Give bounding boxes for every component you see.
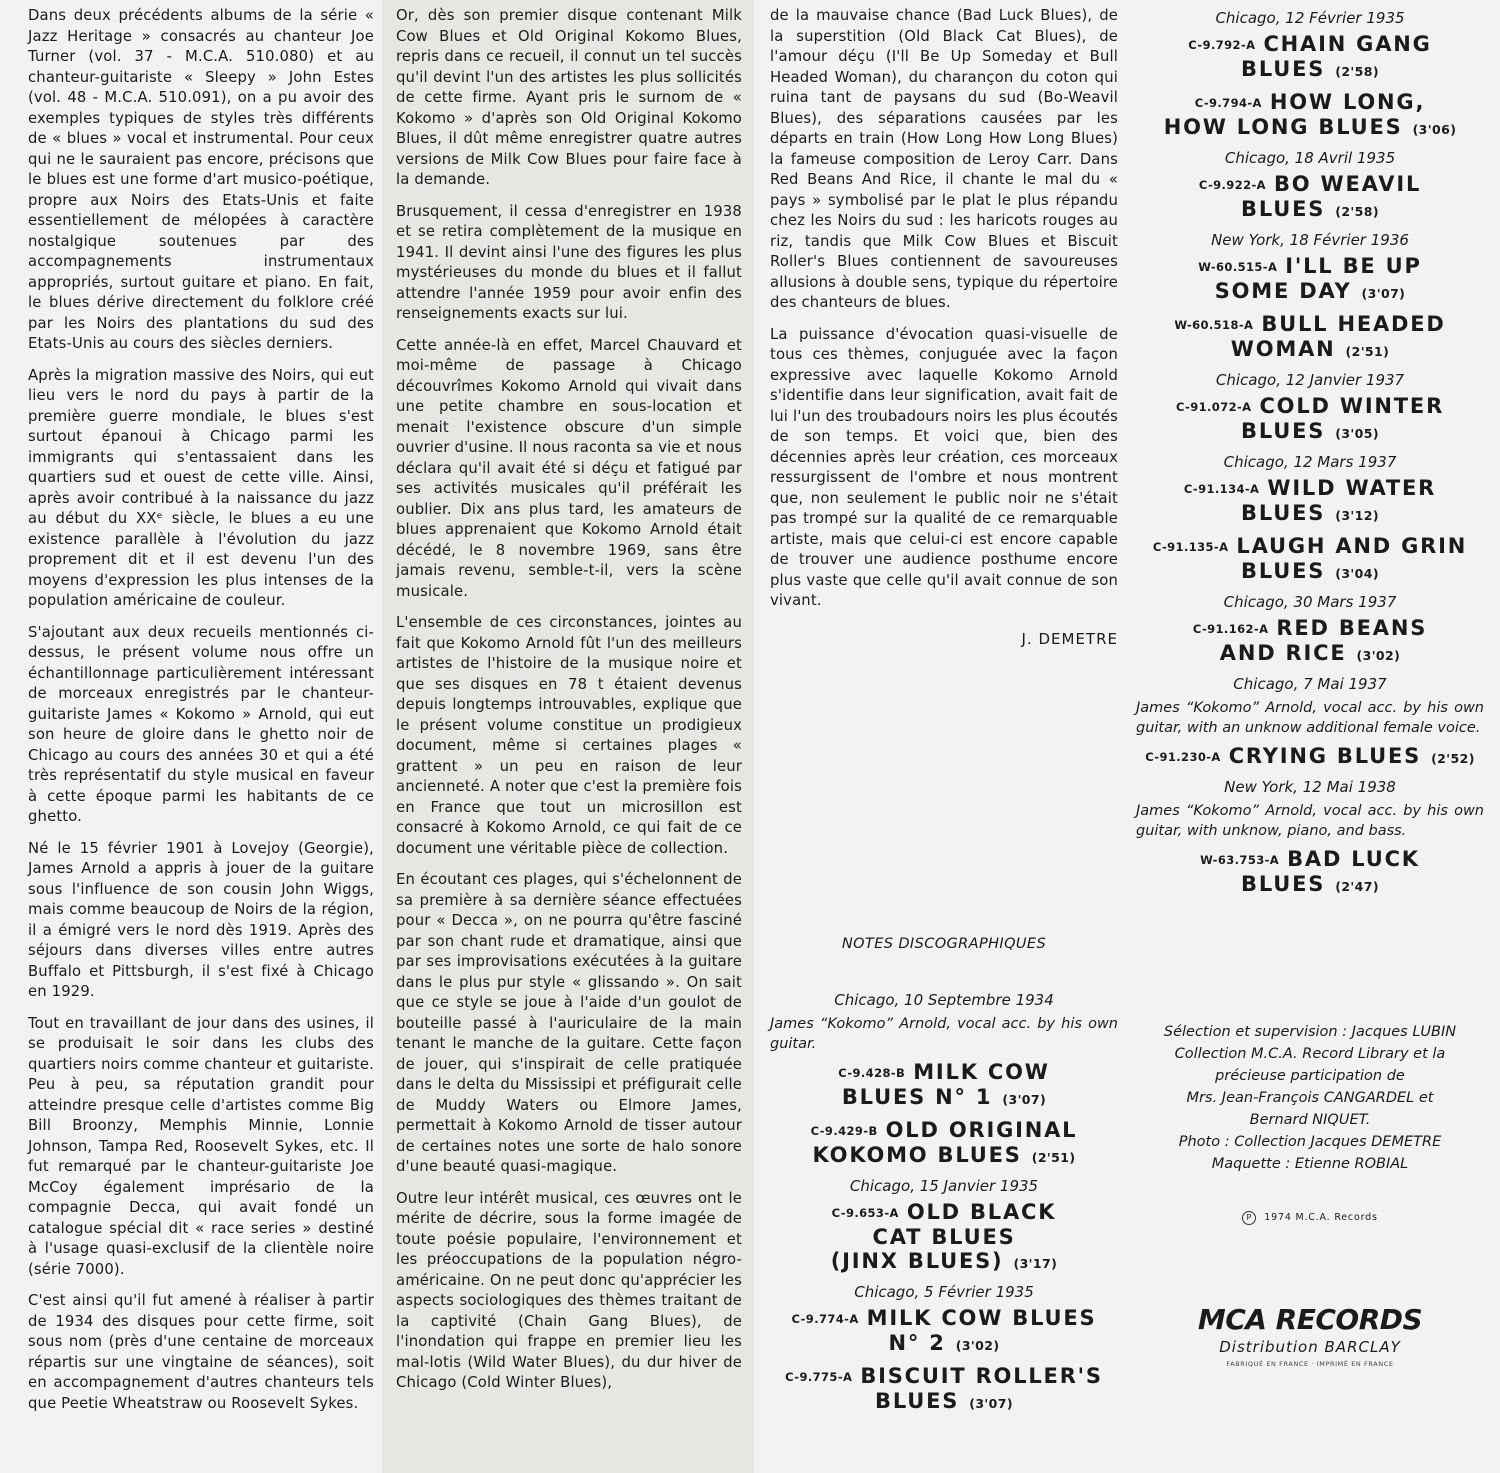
credit-line: précieuse participation de bbox=[1215, 1068, 1405, 1084]
track bbox=[770, 1364, 1118, 1416]
track-title: BISCUIT ROLLER'S bbox=[860, 1363, 1103, 1388]
credit-line: Collection M.C.A. Record Library et la bbox=[1174, 1046, 1446, 1062]
production-credits bbox=[1136, 1021, 1484, 1175]
track bbox=[1136, 744, 1484, 771]
track-title: SOME DAY bbox=[1214, 279, 1352, 303]
credit-line: Mrs. Jean-François CANGARDEL et bbox=[1186, 1090, 1434, 1106]
track-title: OLD BLACK bbox=[906, 1199, 1057, 1224]
track-title: AND RICE bbox=[1219, 641, 1347, 665]
liner-notes-column-3 bbox=[770, 6, 1118, 1422]
matrix-number: C-9.774-A bbox=[791, 1311, 859, 1326]
track-title: BULL HEADED bbox=[1261, 312, 1446, 336]
track-duration: (3'07) bbox=[1361, 286, 1406, 301]
copyright-notice bbox=[1136, 1211, 1484, 1225]
track-title: BLUES N° 1 bbox=[841, 1084, 993, 1109]
track-title: CHAIN GANG bbox=[1263, 32, 1432, 56]
session bbox=[1136, 674, 1484, 771]
track bbox=[1136, 254, 1484, 306]
track-duration: (3'02) bbox=[1356, 648, 1401, 663]
track-duration: (3'06) bbox=[1412, 122, 1457, 137]
track bbox=[1136, 847, 1484, 899]
track-title: CAT BLUES bbox=[872, 1224, 1016, 1249]
track-title: BLUES bbox=[1241, 872, 1326, 896]
liner-notes-column-1 bbox=[28, 6, 374, 1425]
track-title: BAD LUCK bbox=[1287, 847, 1420, 871]
fine-print: FABRIQUÉ EN FRANCE · IMPRIMÉ EN FRANCE bbox=[1226, 1360, 1394, 1368]
track bbox=[1136, 534, 1484, 586]
track bbox=[770, 1060, 1118, 1112]
track bbox=[770, 1118, 1118, 1170]
paragraph: Outre leur intérêt musical, ces œuvres ont le mérite de décrire, sous la forme imagée de toute poésie populaire, l'environnement et les préoccupations de la population négro-américaine. On ne peut donc qu'apprécier les aspects sociologiques des thèmes traitant de la captivité (Chain Gang Blues), de l'inondation qui frappe en premier lieu les mal-lotis (Wild Water Blues), du dur hiver de Chicago (Cold Winter Blues), bbox=[396, 1189, 742, 1391]
session bbox=[1136, 370, 1484, 446]
liner-notes-column-2 bbox=[396, 6, 742, 1405]
phonogram-icon: P bbox=[1242, 1211, 1256, 1225]
session bbox=[770, 1282, 1118, 1416]
copyright-text: 1974 M.C.A. Records bbox=[1264, 1212, 1378, 1223]
paragraph: En écoutant ces plages, qui s'échelonnent de sa première à sa dernière séance effectuées pour « Decca », on ne pourra qu'être fasciné par son chant rude et dramatique, ainsi que par ses improvisations exécutées à la guitare dans le plus pur style « glissando ». On sait que ce style se joue à l'aide d'un goulot de bouteille passé à l'auriculaire de la main tenant le manche de la guitare. Cette façon de jouer, qui s'inspirait de celle pratiquée dans le delta du Mississipi et préfigurait celle de Muddy Waters ou Elmore James, permettait à Kokomo Arnold de tisser autour de certaines notes une sorte de halo sonore d'une beauté quasi-magique. bbox=[396, 871, 742, 1175]
track-title: BLUES bbox=[1241, 559, 1326, 583]
session bbox=[1136, 777, 1484, 899]
paragraph: Tout en travaillant de jour dans des usines, il se produisait le soir dans les clubs des quartiers noirs comme chanteur et guitariste. Peu à peu, sa réputation grandit pour atteindre presque celle d'artistes comme Big Bill Broonzy, Memphis Minnie, Lonnie Johnson, Tampa Red, Roosevelt Sykes, etc. Il fut remarqué par le chanteur-guitariste Joe McCoy également imprésario de la compagnie Decca, qui avait fondé un catalogue spécial dit « race series » destiné à l'usage quasi-exclusif de la clientèle noire (série 7000). bbox=[28, 1014, 374, 1278]
track-duration: (3'17) bbox=[1013, 1255, 1058, 1271]
matrix-number: W-60.515-A bbox=[1198, 260, 1278, 274]
session-date: Chicago, 12 Janvier 1937 bbox=[1215, 371, 1405, 389]
discography-column bbox=[1136, 6, 1484, 1368]
track bbox=[1136, 476, 1484, 528]
author-signature: J. DEMETRE bbox=[1021, 629, 1118, 648]
track-title: MILK COW BLUES bbox=[866, 1305, 1097, 1330]
track-duration: (2'47) bbox=[1335, 879, 1379, 894]
session-date: Chicago, 5 Février 1935 bbox=[854, 1282, 1034, 1301]
paragraph: La puissance d'évocation quasi-visuelle de tous ces thèmes, conjuguée avec la façon expressive avec laquelle Kokomo Arnold s'identifie dans leur signification, avait fait de lui l'un des troubadours noirs les plus écoutés de son temps. Et voici que, bien des décennies après leur création, ces morceaux ressurgissent de l'ombre et nous montrent que, non seulement le public noir ne s'était pas trompé sur la qualité de ce remarquable artiste, mais que celui-ci est encore capable de trouver une audience posthume encore plus vaste que celle qu'il avait connue de son vivant. bbox=[770, 325, 1118, 609]
session bbox=[1136, 452, 1484, 586]
track bbox=[1136, 394, 1484, 446]
track-title: HOW LONG, bbox=[1269, 90, 1426, 114]
session-date: Chicago, 12 Mars 1937 bbox=[1223, 453, 1397, 471]
matrix-number: C-9.922-A bbox=[1198, 178, 1266, 192]
track bbox=[1136, 172, 1484, 224]
paragraph: Dans deux précédents albums de la série « Jazz Heritage » consacrés au chanteur Joe Turner (vol. 37 - M.C.A. 510.080) et au chanteur-guitariste « Sleepy » John Estes (vol. 48 - M.C.A. 510.091), on a pu avoir des exemples typiques de styles très différents de « blues » vocal et instrumental. Pour ceux qui ne le sauraient pas encore, précisons que le blues est une forme d'art musico-poétique, propre aux Noirs des Etats-Unis et faite essentiellement de mélopées à caractère nostalgique soutenues par des accompagnements instrumentaux appropriés, surtout guitare et piano. En fait, le blues dérive directement du folklore créé par les Noirs des plantations du sud des Etats-Unis au cours des siècles derniers. bbox=[28, 7, 374, 352]
matrix-number: C-9.794-A bbox=[1194, 96, 1262, 110]
matrix-number: W-60.518-A bbox=[1174, 318, 1254, 332]
matrix-number: C-91.162-A bbox=[1192, 622, 1269, 636]
paragraph: Né le 15 février 1901 à Lovejoy (Georgie), James Arnold a appris à jouer de la guitare sous l'influence de son cousin John Wiggs, mais comme beaucoup de Noirs de la région, il a émigré vers le nord dès 1919. Après des séjours dans diverses villes entre autres Buffalo et Pittsburgh, il s'est fixé à Chicago en 1929. bbox=[28, 839, 374, 1000]
track-title: HOW LONG BLUES bbox=[1163, 115, 1403, 139]
matrix-number: C-9.428-B bbox=[838, 1065, 906, 1080]
credit-line: Maquette : Etienne ROBIAL bbox=[1211, 1156, 1409, 1172]
session-date: Chicago, 30 Mars 1937 bbox=[1223, 593, 1397, 611]
track-title: N° 2 bbox=[888, 1330, 946, 1355]
session bbox=[1136, 592, 1484, 668]
track-title: BLUES bbox=[1241, 197, 1326, 221]
matrix-number: C-91.135-A bbox=[1152, 540, 1229, 554]
session-personnel: James “Kokomo” Arnold, vocal acc. by his own guitar, with an unknow additional female voice. bbox=[1136, 700, 1484, 736]
matrix-number: C-9.429-B bbox=[810, 1123, 878, 1138]
track-duration: (3'07) bbox=[1002, 1091, 1047, 1107]
session bbox=[1136, 230, 1484, 364]
session-personnel: James “Kokomo” Arnold, vocal acc. by his own guitar. bbox=[770, 1015, 1118, 1052]
discography-heading: NOTES DISCOGRAPHIQUES bbox=[841, 935, 1047, 952]
track-title: BO WEAVIL bbox=[1273, 172, 1422, 196]
session-date: Chicago, 18 Avril 1935 bbox=[1224, 149, 1396, 167]
track bbox=[1136, 616, 1484, 668]
paragraph: C'est ainsi qu'il fut amené à réaliser à partir de 1934 des disques pour cette firme, soit sous nom (près d'une centaine de morceaux répartis sur une vingtaine de séances), soit en accompagnement d'autres chanteurs tels que Peetie Wheatstraw ou Roosevelt Sykes. bbox=[28, 1292, 374, 1412]
session bbox=[1136, 148, 1484, 224]
track-title: MILK COW bbox=[913, 1059, 1050, 1084]
track-title: (JINX BLUES) bbox=[830, 1248, 1004, 1273]
track-title: CRYING BLUES bbox=[1228, 744, 1422, 768]
credit-line: Photo : Collection Jacques DEMETRE bbox=[1178, 1134, 1442, 1150]
track-title: OLD ORIGINAL bbox=[885, 1117, 1078, 1142]
session-date: New York, 12 Mai 1938 bbox=[1224, 778, 1396, 796]
track-duration: (3'12) bbox=[1335, 508, 1379, 523]
credit-line: Bernard NIQUET. bbox=[1249, 1112, 1371, 1128]
track-title: BLUES bbox=[1241, 57, 1326, 81]
track-title: KOKOMO BLUES bbox=[812, 1142, 1022, 1167]
track bbox=[1136, 32, 1484, 84]
track-duration: (3'02) bbox=[955, 1337, 1000, 1353]
matrix-number: C-91.134-A bbox=[1183, 482, 1260, 496]
track bbox=[770, 1200, 1118, 1276]
session bbox=[770, 990, 1118, 1170]
session-date: Chicago, 15 Janvier 1935 bbox=[849, 1176, 1039, 1195]
track-title: I'LL BE UP bbox=[1285, 254, 1422, 278]
session-date: Chicago, 12 Février 1935 bbox=[1215, 9, 1405, 27]
session-date: Chicago, 7 Mai 1937 bbox=[1233, 675, 1387, 693]
track-title: COLD WINTER bbox=[1259, 394, 1445, 418]
track-duration: (3'07) bbox=[969, 1395, 1013, 1411]
track-title: BLUES bbox=[1241, 419, 1326, 443]
paragraph: S'ajoutant aux deux recueils mentionnés ci-dessus, le présent volume nous offre un échantillonnage particulièrement intéressant de morceaux enregistrés par le chanteur-guitariste James « Kokomo » Arnold, qui eut son heure de gloire dans le ghetto noir de Chicago au cours des années 30 et qui a été très représentatif du style musical en faveur à cette époque parmi les habitants de ce ghetto. bbox=[28, 623, 374, 825]
distribution-line: Distribution BARCLAY bbox=[1219, 1338, 1401, 1356]
track-duration: (3'05) bbox=[1335, 426, 1379, 441]
session-date: New York, 18 Février 1936 bbox=[1211, 231, 1409, 249]
track-duration: (2'58) bbox=[1335, 204, 1379, 219]
paragraph: Or, dès son premier disque contenant Milk Cow Blues et Old Original Kokomo Blues, repris dans ce recueil, il connut un tel succès qu'il devint l'un des artistes les plus sollicités de cette firme. Ayant pris le surnom de « Kokomo » d'après son Old Original Kokomo Blues, il dût même enregistrer quatre autres versions de Milk Cow Blues pour faire face à la demande. bbox=[396, 7, 742, 188]
matrix-number: W-63.753-A bbox=[1200, 853, 1280, 867]
track-title: LAUGH AND GRIN bbox=[1236, 534, 1468, 558]
session-personnel: James “Kokomo” Arnold, vocal acc. by his own guitar, with unknow, piano, and bass. bbox=[1136, 803, 1484, 839]
track-duration: (2'51) bbox=[1031, 1149, 1076, 1165]
track-duration: (2'58) bbox=[1335, 64, 1379, 79]
paragraph: de la mauvaise chance (Bad Luck Blues), de la superstition (Old Black Cat Blues), de l'amour déçu (I'll Be Up Someday et Bull Headed Woman), du charançon du coton qui ruina tant de paysans du sud (Bo-Weavil Blues), des séparations causées par les départs en train (How Long How Long Blues) la fameuse composition de Leroy Carr. Dans Red Beans And Rice, il chante le mal du « pays » symbolisé par le plat le plus répandu chez les Noirs du sud : les haricots rouges au riz, tandis que Milk Cow Blues et Biscuit Roller's Blues contiennent de savoureuses allusions à double sens, typique du répertoire des chanteurs de blues. bbox=[770, 7, 1118, 311]
track-title: WILD WATER bbox=[1267, 476, 1437, 500]
paragraph: Brusquement, il cessa d'enregistrer en 1938 et se retira complètement de la musique en 1941. Il devint ainsi l'une des figures les plus mystérieuses du monde du blues et il fallut attendre l'année 1959 pour avoir enfin des renseignements exacts sur lui. bbox=[396, 202, 742, 322]
credit-line: Sélection et supervision : Jacques LUBIN bbox=[1163, 1024, 1457, 1040]
matrix-number: C-9.775-A bbox=[785, 1369, 853, 1384]
mca-records-logo: MCA RECORDS bbox=[1197, 1303, 1423, 1336]
paragraph: Cette année-là en effet, Marcel Chauvard et moi-même de passage à Chicago découvrîmes Kokomo Arnold qui vivait dans une petite chambre en sous-location et menait l'existence obscure d'un simple ouvrier d'usine. Il nous raconta sa vie et nous déclara qu'il avait été si déçu et fatigué par ses activités musicales qu'il préférait les oublier. Dix ans plus tard, les amateurs de blues apprenaient que Kokomo Arnold était décédé, le 8 novembre 1969, sans être jamais revenu, semble-t-il, vers la scène musicale. bbox=[396, 336, 742, 600]
track bbox=[770, 1306, 1118, 1358]
matrix-number: C-91.230-A bbox=[1145, 750, 1221, 764]
matrix-number: C-9.792-A bbox=[1188, 38, 1256, 52]
track-duration: (3'04) bbox=[1335, 566, 1379, 581]
paragraph: Après la migration massive des Noirs, qui eut lieu vers le nord du pays à partir de la première guerre mondiale, le blues s'est surtout épanoui à Chicago parmi les immigrants qui s'entassaient dans les quartiers sud et ouest de cette ville. Ainsi, après avoir contribué à la naissance du jazz au début du XXᵉ siècle, le blues a eu une existence parallèle à l'évolution du jazz proprement dit et il est devenu l'un des moyens d'expression les plus intenses de la population américaine de couleur. bbox=[28, 366, 374, 609]
session bbox=[770, 1176, 1118, 1276]
track-title: WOMAN bbox=[1230, 337, 1336, 361]
matrix-number: C-9.653-A bbox=[831, 1205, 899, 1220]
track-title: BLUES bbox=[1241, 501, 1326, 525]
track-title: BLUES bbox=[875, 1388, 960, 1413]
track bbox=[1136, 90, 1484, 142]
track-title: RED BEANS bbox=[1276, 616, 1428, 640]
track bbox=[1136, 312, 1484, 364]
session-date: Chicago, 10 Septembre 1934 bbox=[834, 990, 1054, 1009]
track-duration: (2'52) bbox=[1431, 751, 1475, 766]
track-duration: (2'51) bbox=[1345, 344, 1390, 359]
matrix-number: C-91.072-A bbox=[1175, 400, 1252, 414]
session bbox=[1136, 8, 1484, 142]
paragraph: L'ensemble de ces circonstances, jointes au fait que Kokomo Arnold fût l'un des meilleurs artistes de l'histoire de la musique noire et que ses disques en 78 t étaient devenus depuis longtemps introuvables, explique que le présent volume constitue un prodigieux document, même si certaines plages « grattent » un peu en raison de leur ancienneté. A noter que c'est la première fois en France que tout un microsillon est consacré à Kokomo Arnold, ce qui fait de ce document une véritable pièce de collection. bbox=[396, 614, 742, 857]
